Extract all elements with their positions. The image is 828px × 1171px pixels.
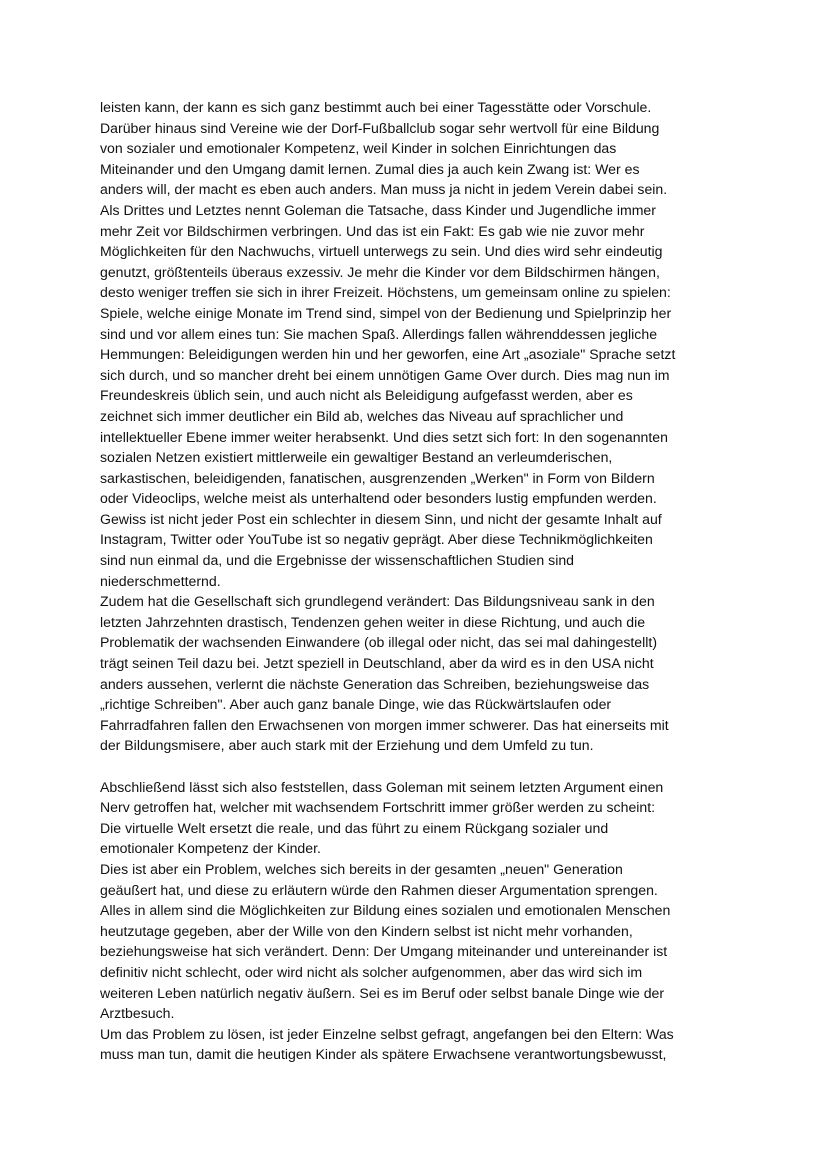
text-line: von sozialer und emotionaler Kompetenz, weil Kinder in solchen Einrichtungen das [100, 140, 617, 157]
document-page [100, 97, 732, 1065]
text-line: Abschließend lässt sich also feststellen, dass Goleman mit seinem letzten Argument einen [100, 778, 664, 795]
text-line: Als Drittes und Letztes nennt Goleman die Tatsache, dass Kinder und Jugendliche immer [100, 201, 656, 218]
text-line: Miteinander und den Umgang damit lernen. Zumal dies ja auch kein Zwang ist: Wer es [100, 160, 640, 177]
text-line: Die virtuelle Welt ersetzt die reale, und das führt zu einem Rückgang sozialer und [100, 819, 609, 836]
text-line: niederschmetternd. [100, 572, 221, 589]
text-line: Instagram, Twitter oder YouTube ist so negativ geprägt. Aber diese Technikmöglichkeiten [100, 531, 653, 548]
text-line: Zudem hat die Gesellschaft sich grundlegend verändert: Das Bildungsniveau sank in den [100, 593, 655, 610]
text-line: „richtige Schreiben". Aber auch ganz banale Dinge, wie das Rückwärtslaufen oder [100, 696, 612, 713]
paragraph [100, 859, 732, 1024]
text-line: leisten kann, der kann es sich ganz bestimmt auch bei einer Tagesstätte oder Vorschule. [100, 99, 652, 115]
text-line: Gewiss ist nicht jeder Post ein schlechter in diesem Sinn, und nicht der gesamte Inhalt auf [100, 510, 662, 527]
text-line: geäußert hat, und diese zu erläutern würde den Rahmen dieser Argumentation sprengen. [100, 881, 658, 898]
text-line: Alles in allem sind die Möglichkeiten zur Bildung eines sozialen und emotionalen Menschen [100, 902, 671, 919]
text-line: anders will, der macht es eben auch anders. Man muss ja nicht in jedem Verein dabei sein. [100, 181, 668, 198]
text-line: anders aussehen, verlernt die nächste Generation das Schreiben, beziehungsweise das [100, 675, 650, 692]
paragraph [100, 591, 732, 756]
text-line: trägt seinen Teil dazu bei. Jetzt speziell in Deutschland, aber da wird es in den USA nicht [100, 655, 654, 672]
text-line: sich durch, und so mancher dreht bei einem unnötigen Game Over durch. Dies mag nun im [100, 366, 670, 383]
text-line: Möglichkeiten für den Nachwuchs, virtuell unterwegs zu sein. Und dies wird sehr eindeutig [100, 243, 663, 260]
paragraph [100, 777, 732, 859]
text-line: Nerv getroffen hat, welcher mit wachsendem Fortschritt immer größer werden zu scheint: [100, 799, 656, 816]
text-line: mehr Zeit vor Bildschirmen verbringen. Und das ist ein Fakt: Es gab wie nie zuvor mehr [100, 222, 645, 239]
text-line: sind nun einmal da, und die Ergebnisse der wissenschaftlichen Studien sind [100, 552, 574, 569]
text-line: Freundeskreis üblich sein, und auch nicht als Beleidigung aufgefasst werden, aber es [100, 387, 633, 404]
text-line: Fahrradfahren fallen den Erwachsenen von morgen immer schwerer. Das hat einerseits mit [100, 716, 669, 733]
text-line: intellektueller Ebene immer weiter herabsenkt. Und dies setzt sich fort: In den sogenannten [100, 428, 668, 445]
text-line: weiteren Leben natürlich negativ äußern. Sei es im Beruf oder selbst banale Dinge wie der [100, 984, 665, 1001]
text-line: beziehungsweise hat sich verändert. Denn: Der Umgang miteinander und untereinander ist [100, 943, 668, 960]
text-line: Spiele, welche einige Monate im Trend sind, simpel von der Bedienung und Spielprinzip her [100, 304, 672, 321]
text-line: emotionaler Kompetenz der Kinder. [100, 840, 321, 857]
text-line: sozialen Netzen existiert mittlerweile ein gewaltiger Bestand an verleumderischen, [100, 449, 613, 466]
text-line: der Bildungsmisere, aber auch stark mit der Erziehung und dem Umfeld zu tun. [100, 737, 594, 754]
text-line: Problematik der wachsenden Einwandere (ob illegal oder nicht, das sei mal dahingestellt) [100, 634, 658, 651]
paragraph [100, 200, 732, 591]
text-line: Arztbesuch. [100, 1005, 175, 1022]
text-line: sind und vor allem eines tun: Sie machen Spaß. Allerdings fallen währenddessen jegliche [100, 325, 658, 342]
text-line: genutzt, größtenteils überaus exzessiv. Je mehr die Kinder vor dem Bildschirmen hängen, [100, 263, 660, 280]
text-line: sarkastischen, beleidigenden, fanatischen, ausgrenzenden „Werken" in Form von Bildern [100, 469, 655, 486]
text-line: desto weniger treffen sie sich in ihrer Freizeit. Höchstens, um gemeinsam online zu spielen: [100, 284, 671, 301]
text-line: oder Videoclips, welche meist als unterhaltend oder besonders lustig empfunden werden. [100, 490, 657, 507]
text-line: zeichnet sich immer deutlicher ein Bild ab, welches das Niveau auf sprachlicher und [100, 407, 624, 424]
text-line: muss man tun, damit die heutigen Kinder als spätere Erwachsene verantwortungsbewusst, [100, 1046, 667, 1063]
paragraph-spacer [100, 756, 732, 777]
text-line: Darüber hinaus sind Vereine wie der Dorf-Fußballclub sogar sehr wertvoll für eine Bildung [100, 119, 660, 136]
text-line: letzten Jahrzehnten drastisch, Tendenzen gehen weiter in diese Richtung, und auch die [100, 613, 646, 630]
text-line: definitiv nicht schlecht, oder wird nicht als solcher aufgenommen, aber das wird sich im [100, 963, 643, 980]
text-line: Hemmungen: Beleidigungen werden hin und her geworfen, eine Art „asoziale" Sprache setzt [100, 346, 676, 363]
text-line: Dies ist aber ein Problem, welches sich bereits in der gesamten „neuen" Generation [100, 860, 623, 877]
text-line: heutzutage gegeben, aber der Wille von den Kindern selbst ist nicht mehr vorhanden, [100, 922, 633, 939]
paragraph [100, 1024, 732, 1065]
text-line: Um das Problem zu lösen, ist jeder Einzelne selbst gefragt, angefangen bei den Eltern: Was [100, 1025, 674, 1042]
paragraph [100, 97, 732, 200]
